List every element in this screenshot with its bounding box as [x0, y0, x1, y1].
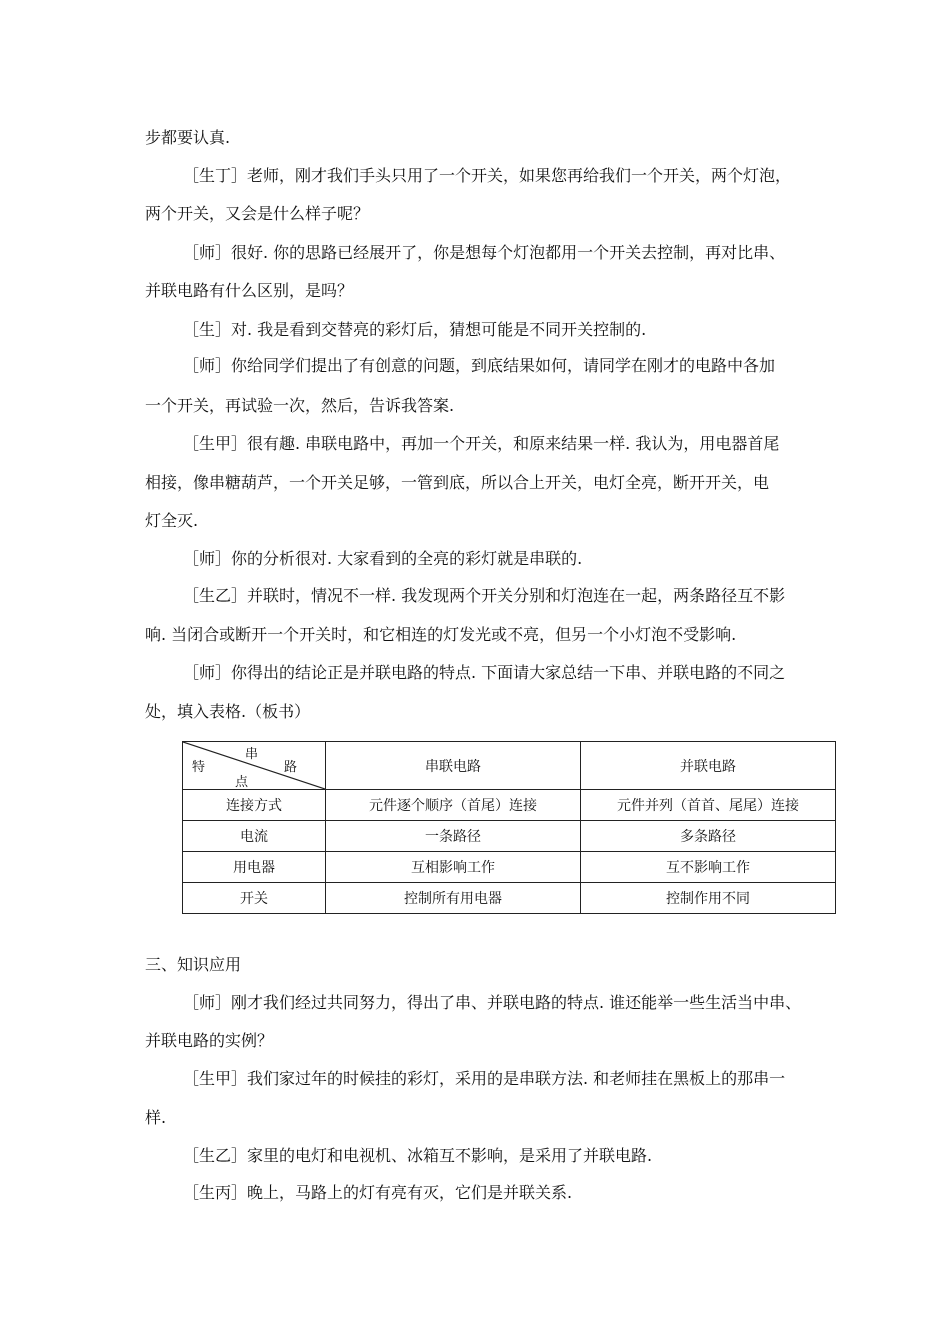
corner-label-top: 串 [245, 747, 259, 762]
corner-label-right: 路 [284, 760, 298, 775]
paragraph-line: ［生甲］我们家过年的时候挂的彩灯，采用的是串联方法. 和老师挂在黑板上的那串一 [183, 1069, 786, 1088]
paragraph-line: ［生丙］晚上，马路上的灯有亮有灭，它们是并联关系. [183, 1183, 573, 1202]
paragraph-line: ［师］很好. 你的思路已经展开了，你是想每个灯泡都用一个开关去控制，再对比串、 [183, 243, 786, 262]
series-cell: 控制所有用电器 [326, 883, 581, 914]
row-label: 电流 [183, 821, 326, 852]
corner-label-bottom: 点 [235, 775, 249, 790]
table-row [183, 821, 836, 852]
paragraph-line: ［生］对. 我是看到交替亮的彩灯后，猜想可能是不同开关控制的. [183, 320, 647, 339]
column-header-series: 串联电路 [326, 742, 581, 790]
paragraph-line: ［师］你的分析很对. 大家看到的全亮的彩灯就是串联的. [183, 549, 583, 568]
table-row [183, 883, 836, 914]
paragraph-line: ［生甲］很有趣. 串联电路中，再加一个开关，和原来结果一样. 我认为，用电器首尾 [183, 434, 780, 453]
paragraph-line: 两个开关，又会是什么样子呢？ [145, 204, 370, 223]
table-row [183, 790, 836, 821]
paragraph-line: 并联电路的实例？ [145, 1031, 274, 1050]
table-header-row [183, 742, 836, 790]
paragraph-line: 样. [145, 1108, 167, 1127]
paragraph-line: ［师］你得出的结论正是并联电路的特点. 下面请大家总结一下串、并联电路的不同之 [183, 663, 786, 682]
section-heading: 三、知识应用 [145, 955, 242, 974]
table-row [183, 852, 836, 883]
paragraph-line: ［师］刚才我们经过共同努力，得出了串、并联电路的特点. 谁还能举一些生活当中串、 [183, 993, 802, 1012]
row-label: 开关 [183, 883, 326, 914]
paragraph-line: ［生乙］并联时，情况不一样. 我发现两个开关分别和灯泡连在一起，两条路径互不影 [183, 586, 786, 605]
paragraph-line: 相接，像串糖葫芦，一个开关足够，一管到底，所以合上开关，电灯全亮，断开开关，电 [145, 473, 770, 492]
parallel-cell: 元件并列（首首、尾尾）连接 [581, 790, 836, 821]
paragraph-line: 处，填入表格.（板书） [145, 702, 311, 721]
paragraph-line: 响. 当闭合或断开一个开关时，和它相连的灯发光或不亮，但另一个小灯泡不受影响. [145, 625, 737, 644]
series-cell: 一条路径 [326, 821, 581, 852]
row-label: 连接方式 [183, 790, 326, 821]
paragraph-line: ［生乙］家里的电灯和电视机、冰箱互不影响，是采用了并联电路. [183, 1146, 653, 1165]
parallel-cell: 控制作用不同 [581, 883, 836, 914]
parallel-cell: 互不影响工作 [581, 852, 836, 883]
paragraph-line: ［师］你给同学们提出了有创意的问题，到底结果如何，请同学在刚才的电路中各加 [183, 356, 776, 375]
comparison-table [182, 741, 836, 914]
paragraph-line: 步都要认真. [145, 128, 231, 147]
series-cell: 元件逐个顺序（首尾）连接 [326, 790, 581, 821]
row-label: 用电器 [183, 852, 326, 883]
paragraph-line: 灯全灭. [145, 511, 199, 530]
paragraph-line: 并联电路有什么区别，是吗？ [145, 281, 354, 300]
paragraph-line: ［生丁］老师，刚才我们手头只用了一个开关，如果您再给我们一个开关，两个灯泡， [183, 166, 792, 185]
corner-label-left: 特 [192, 760, 206, 775]
parallel-cell: 多条路径 [581, 821, 836, 852]
paragraph-line: 一个开关，再试验一次，然后，告诉我答案. [145, 396, 455, 415]
diagonal-header-cell [183, 742, 326, 790]
column-header-parallel: 并联电路 [581, 742, 836, 790]
series-cell: 互相影响工作 [326, 852, 581, 883]
